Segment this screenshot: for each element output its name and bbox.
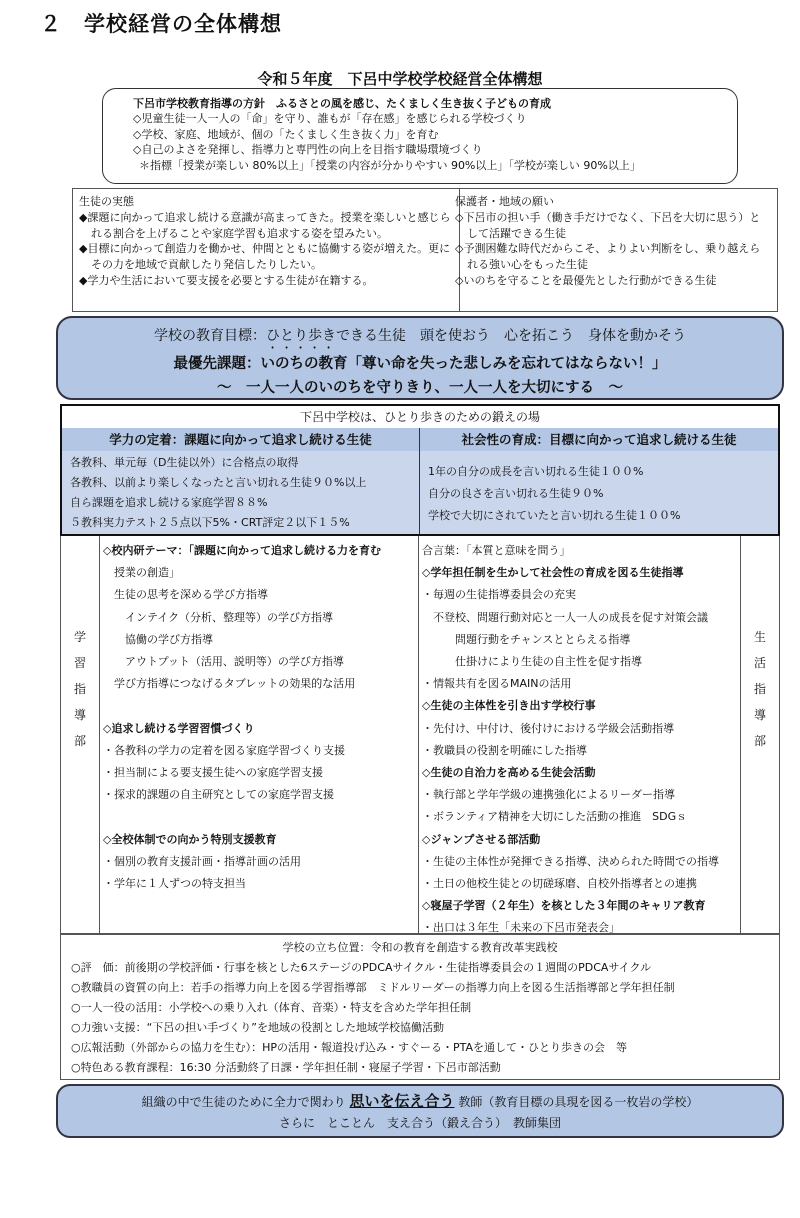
student-item: ◆課題に向かって追求し続ける意識が高まってきた。授業を楽しいと感じられる割合を上げることや家庭学習も追求する姿を望みたい。 [79,210,451,240]
student-item: ◆目標に向かって創造力を働かせ、仲間とともに協働する姿が増えた。更にその力を地域で貢献したり発信したりしたい。 [79,242,451,272]
position-line: ○評 価：前後期の学校評価・行事を核とした6ステージのPDCAサイクル・生徒指導委員会の１週間のPDCAサイクル [71,961,652,974]
dept-line: 合言葉：「本質と意味を問う」 [422,544,571,557]
student-item: ◆学力や生活において要支援を必要とする生徒が在籍する。 [79,273,374,287]
policy-heading: 下呂市学校教育指導の方針 ふるさとの風を感じ、たくましく生き抜く子どもの育成 [133,97,551,110]
departments-box [60,536,780,934]
closing-line-1: 組織の中で生徒のために全力で関わり 思いを伝え合う 教師（教育目標の具現を図る一枚岩の学校） [141,1092,699,1110]
academic-target: 各教科、以前より楽しくなったと言い切れる生徒９０%以上 [70,476,367,489]
column-divider [418,536,419,933]
social-target: 1年の自分の成長を言い切れる生徒１００% [428,465,644,478]
position-line: ○一人一役の活用：小学校への乗り入れ（体育、音楽）・特支を含めた学年担任制 [71,1001,472,1014]
academic-target: 各教科、単元毎（D生徒以外）に合格点の取得 [70,456,299,469]
dept-line: 授業の創造」 [103,566,180,580]
city-policy-box [102,88,738,184]
position-line: ○力強い支援：“下呂の担い手づくり”を地域の役割とした地域学校協働活動 [71,1021,444,1034]
school-position-box [60,934,780,1080]
column-divider [419,428,420,534]
academic-targets [62,451,435,534]
education-goal [58,324,782,352]
goal-emphasis: ひとり歩き [266,328,336,344]
section-title: ２ 学校経営の全体構想 [40,12,282,36]
top-priority: 最優先課題：いのちの教育「尊い命を失った悲しみを忘れてはならない！」 [173,356,667,372]
dept-line: 仕掛けにより生徒の自主性を促す指導 [422,655,642,669]
goal-rest: できる生徒 頭を使おう 心を拓こう 身体を動かそう [336,328,686,344]
goal-prefix: 学校の教育目標： [154,328,266,344]
learning-dept-content [103,540,415,895]
student-situation-title: 生徒の実態 [79,195,134,208]
position-line: ○特色ある教育課程：16:30 分活動終了日課・学年担任制・寝屋子学習・下呂市部活動 [71,1061,501,1074]
closing-emphasis: 思いを伝え合う [349,1092,455,1110]
dept-line: ◇追求し続ける学習習慣づくり [103,721,255,735]
dept-line: アウトプット（活用、説明等）の学び方指導 [103,655,344,669]
dept-line: ◇生徒の主体性を引き出す学校行事 [422,699,596,713]
context-box [72,188,778,312]
dept-line: ◇ジャンプさせる部活動 [422,832,541,846]
guardian-item: ◇下呂市の担い手（働き手だけでなく、下呂を大切に思う）として活躍できる生徒 [455,210,761,240]
dept-line: ◇学年担任制を生かして社会性の育成を図る生徒指導 [422,566,684,580]
dept-line: ・生徒の主体性が発揮できる指導、決められた時間での指導 [422,854,719,868]
document-title: 令和５年度 下呂中学校学校経営全体構想 [257,70,543,88]
dept-line: ・担当制による要支援生徒への家庭学習支援 [103,766,323,780]
academic-heading: 学力の定着：課題に向かって追求し続ける生徒 [62,428,419,452]
dept-line: ・各教科の学力の定着を図る家庭学習づくり支援 [103,743,345,757]
dept-line: 生徒の思考を深める学び方指導 [103,588,268,602]
policy-line: ◇学校、家庭、地域が、個の「たくましく生き抜く力」を育む [133,127,439,141]
dept-line: ◇校内研テーマ：「課題に向かって追求し続ける力を育む [103,544,381,557]
student-situation [73,189,460,311]
social-targets [420,451,778,534]
goal-motto: ～ 一人一人のいのちを守りきり、一人一人を大切にする ～ [217,380,623,396]
social-heading: 社会性の育成：目標に向かって追求し続ける生徒 [420,428,778,452]
dept-line: ◇寝屋子学習（２年生）を核とした３年間のキャリア教育 [422,899,706,913]
dept-line: ・土日の他校生徒との切磋琢磨、自校外指導者との連携 [422,877,697,891]
dept-line: 不登校、問題行動対応と一人一人の成長を促す対策会議 [422,610,708,624]
dept-line: ・探求的課題の自主研究としての家庭学習支援 [103,788,334,802]
learning-dept-label: 学 習 指 導 部 [61,536,100,933]
policy-indicator: ＊指標「授業が楽しい 80%以上」「授業の内容が分かりやすい 90%以上」「学校が楽しい 90%以上」 [139,158,641,172]
dept-line: 協働の学び方指導 [103,632,213,646]
education-goal-box [56,316,784,400]
guardian-wishes-title: 保護者・地域の願い [455,195,554,208]
life-dept-content [422,540,740,940]
dept-line: ◇生徒の自治力を高める生徒会活動 [422,766,596,780]
life-dept-label: 生 活 指 導 部 [740,536,779,933]
position-line: ○広報活動（外部からの協力を生む）：HPの活用・報道投げ込み・すぐーる・PTAを通して・ひとり歩きの会 等 [71,1041,628,1054]
dept-line: ・ボランティア精神を大切にした活動の推進 SDGｓ [422,810,688,824]
dept-line: ・先付け、中付け、後付けにおける学級会活動指導 [422,721,675,735]
guardian-wishes [449,189,777,311]
closing-statement [56,1084,784,1138]
policy-line: ◇児童生徒一人一人の「命」を守り、誰もが「存在感」を感じられる学校づくり [133,112,527,126]
dept-line: ・出口は３年生「未来の下呂市発表会」 [422,921,620,935]
closing-line-2: さらに とことん 支え合う（鍛え合う） 教師集団 [278,1116,561,1130]
training-header: 下呂中学校は、ひとり歩きのための鍛えの場 [62,406,778,429]
academic-target: ５教科実力テスト２５点以下5%・CRT評定２以下１５% [70,516,350,529]
academic-target: 自ら課題を追求し続ける家庭学習８８% [70,496,268,509]
dept-line: ◇全校体制での向かう特別支援教育 [103,832,277,846]
dept-line: 学び方指導につなげるタブレットの効果的な活用 [103,677,356,691]
dept-line: ・教職員の役割を明確にした指導 [422,743,587,757]
dept-line [103,695,415,717]
social-target: 学校で大切にされていたと言い切れる生徒１００% [428,509,681,522]
position-line: ○教職員の資質の向上：若手の指導力向上を図る学習指導部 ミドルリーダーの指導力向上を図る生活指導部と学年担任制 [71,981,675,994]
dept-line: 問題行動をチャンスととらえる指導 [422,632,631,646]
guardian-item: ◇予測困難な時代だからこそ、よりよい判断をし、乗り越えられる強い心をもった生徒 [455,242,761,272]
dept-line: ・個別の教育支援計画・指導計画の活用 [103,854,301,868]
dept-line: ・情報共有を図るMAINの活用 [422,677,572,691]
social-target: 自分の良さを言い切れる生徒９０% [428,487,604,500]
dept-line: ・毎週の生徒指導委員会の充実 [422,588,576,602]
guardian-item: ◇いのちを守ることを最優先とした行動ができる生徒 [455,273,717,287]
dept-line: ・学年に１人ずつの特支担当 [103,877,246,891]
dept-line: インテイク（分析、整理等）の学び方指導 [103,610,334,624]
school-position-title: 学校の立ち位置：令和の教育を創造する教育改革実践校 [282,941,558,954]
training-box [60,404,780,536]
policy-line: ◇自己のよさを発揮し、指導力と専門性の向上を目指す職場環境づくり [133,143,483,157]
dept-line [103,806,415,828]
dept-line: ・執行部と学年学級の連携強化によるリーダー指導 [422,788,675,802]
